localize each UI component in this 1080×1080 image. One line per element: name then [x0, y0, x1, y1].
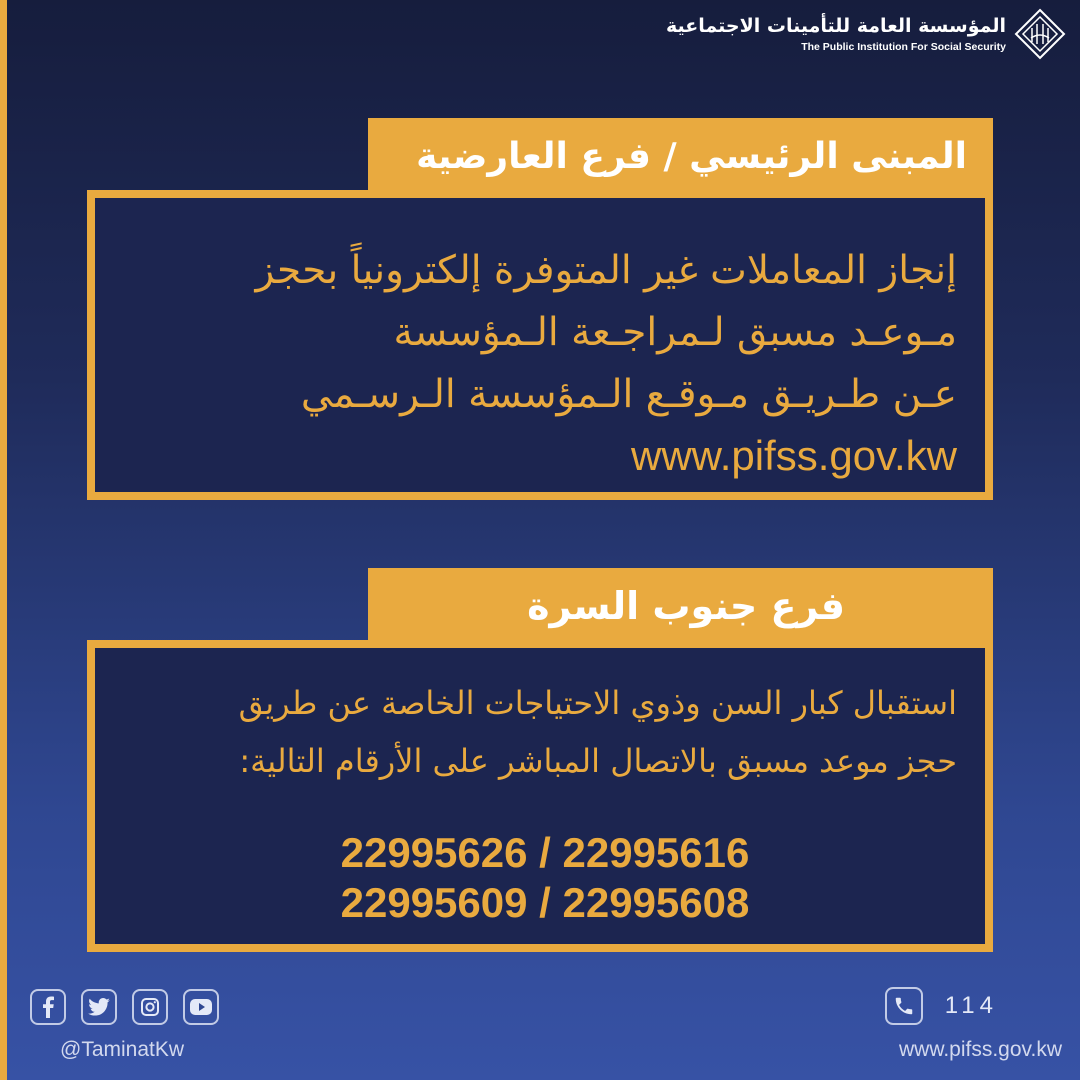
org-name-english: The Public Institution For Social Security — [801, 41, 1006, 53]
facebook-icon[interactable] — [30, 989, 66, 1025]
section-south-surra-box — [87, 640, 993, 952]
phone-numbers-row-1: 22995626 / 22995616 — [340, 829, 750, 876]
left-accent-stripe — [0, 0, 7, 1080]
org-name-arabic: المؤسسة العامة للتأمينات الاجتماعية — [666, 15, 1006, 37]
section-main-line-3: عـن طـريـق مـوقـع الـمؤسسة الـرسـمي — [300, 372, 957, 417]
instagram-icon[interactable] — [132, 989, 168, 1025]
section-main-building-box — [87, 190, 993, 500]
social-handle[interactable]: @TaminatKw — [60, 1038, 185, 1061]
hotline-number[interactable]: 114 — [944, 992, 998, 1019]
hotline — [885, 987, 998, 1025]
youtube-icon[interactable] — [183, 989, 219, 1025]
section-main-website-link[interactable]: www.pifss.gov.kw — [631, 432, 957, 479]
phone-numbers-row-2: 22995609 / 22995608 — [340, 879, 750, 926]
footer-website[interactable]: www.pifss.gov.kw — [899, 1038, 1062, 1061]
phone-icon[interactable] — [885, 987, 923, 1025]
section-south-line-2: حجز موعد مسبق بالاتصال المباشر على الأرقام التالية: — [239, 742, 957, 780]
section-main-line-1: إنجاز المعاملات غير المتوفرة إلكترونياً بحجز — [255, 248, 957, 293]
section-south-line-1: استقبال كبار السن وذوي الاحتياجات الخاصة عن طريق — [238, 684, 957, 722]
section-main-line-2: مـوعـد مسبق لـمراجـعة الـمؤسسة — [393, 310, 957, 355]
section-main-building-title: المبنى الرئيسي / فرع العارضية — [368, 118, 993, 194]
org-name — [666, 14, 1006, 54]
twitter-icon[interactable] — [81, 989, 117, 1025]
emblem-icon — [1014, 8, 1066, 60]
section-south-surra-title: فرع جنوب السرة — [368, 568, 993, 644]
org-logo — [666, 8, 1066, 60]
social-icons — [30, 989, 219, 1025]
phone-numbers — [123, 828, 957, 928]
